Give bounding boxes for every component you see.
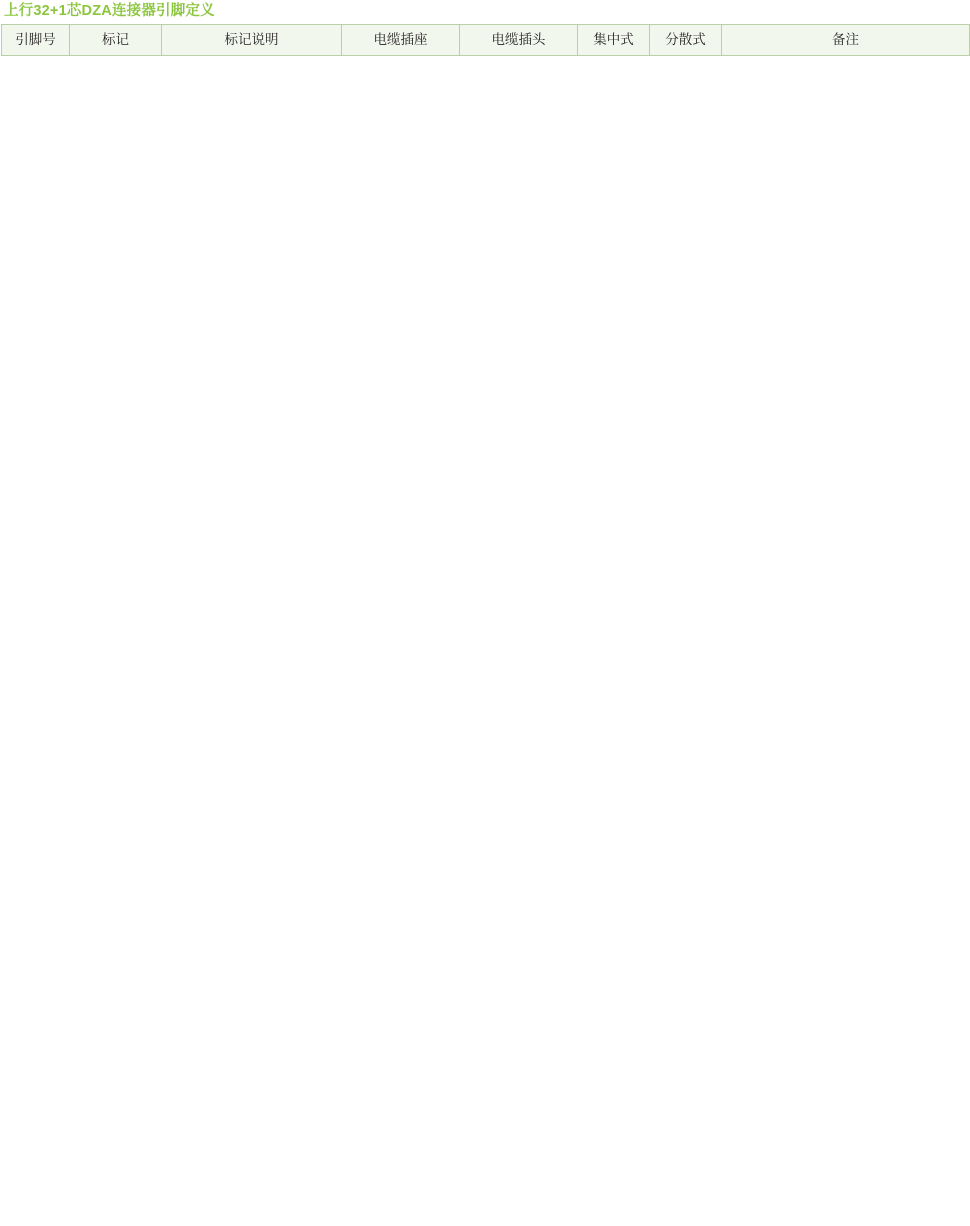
column-header-cable-plug: 电缆插头 — [460, 25, 578, 56]
column-header-cable-socket: 电缆插座 — [342, 25, 460, 56]
column-header-centralized: 集中式 — [578, 25, 650, 56]
page-title: 上行32+1芯DZA连接器引脚定义 — [4, 3, 215, 19]
table-header-row — [2, 25, 970, 56]
table-header — [2, 25, 970, 56]
column-header-remark: 备注 — [722, 25, 970, 56]
column-header-distributed: 分散式 — [650, 25, 722, 56]
pin-definition-table — [1, 24, 970, 56]
column-header-pin-no: 引脚号 — [2, 25, 70, 56]
column-header-mark-desc: 标记说明 — [162, 25, 342, 56]
column-header-mark: 标记 — [70, 25, 162, 56]
document-page — [0, 0, 970, 56]
